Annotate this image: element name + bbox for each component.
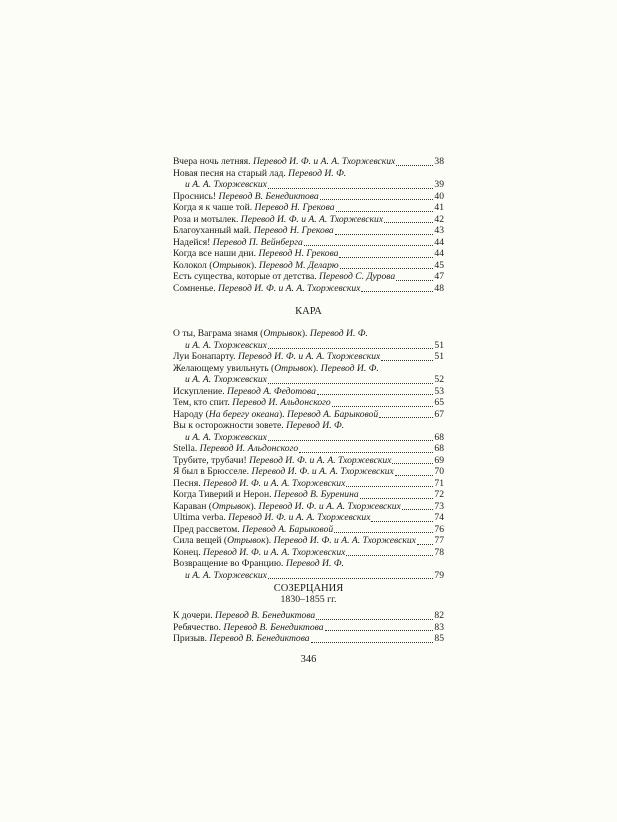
entry-page: 43 [434,225,444,236]
entry-translator: Перевод В. Бенедиктова [209,633,310,644]
entry-text [173,443,298,455]
dot-leader [317,386,433,395]
toc-entry [173,191,444,203]
entry-text [173,271,395,283]
entry-title: Колокол ( [173,259,213,271]
entry-translator: Перевод И. Ф. [320,362,379,374]
toc-entry-row [173,633,444,645]
entry-italic: Перевод И. Ф. [285,558,344,569]
toc-entry-row [173,512,444,524]
entry-title: Сила вещей ( [173,535,228,546]
dot-leader [268,180,433,189]
toc-entry [173,260,444,272]
toc-entry [173,535,444,547]
entry-text [173,340,267,352]
toc-entry [173,409,444,421]
entry-title: Благоуханный май. [173,225,254,236]
dot-leader [396,157,433,166]
toc-entry-row [173,547,444,559]
toc-entry [173,283,444,295]
dot-leader [334,524,433,533]
entry-page: 48 [434,282,444,294]
entry-page: 40 [434,190,444,202]
toc-entry [173,622,444,634]
entry-page: 71 [434,477,444,489]
toc-entry [173,397,444,409]
entry-page: 44 [434,236,444,248]
toc-entry-line [173,558,444,570]
entry-translator: Перевод И. Ф. и А. А. Тхоржевских [251,466,394,477]
toc-entry-row [173,443,444,455]
entry-translator: Перевод И. Ф. и А. А. Тхоржевских [218,282,361,294]
entry-title: Луи Бонапарту. [173,351,238,362]
toc-entry [173,225,444,237]
dot-leader [311,634,433,643]
toc-entry [173,168,444,191]
toc-entry [173,328,444,351]
entry-page: 52 [434,374,444,385]
entry-page: 38 [434,156,444,167]
entry-page: 69 [434,454,444,466]
entry-page: 78 [434,546,444,558]
entry-translator: и А. А. Тхоржевских [185,374,267,385]
toc-entry-row [173,340,444,352]
entry-text [173,191,319,203]
entry-translator: Отрывок [211,500,251,512]
toc-entry [173,271,444,283]
entry-title: Надейся! [173,236,213,248]
entry-title: Я был в Брюсселе. [173,466,252,477]
entry-text [173,409,378,421]
entry-title: Когда все наши дни. [173,248,259,259]
entry-title: ). [250,259,259,271]
entry-text [173,260,339,272]
entry-translator: Перевод В. Буренина [273,489,359,500]
entry-title: Когда Тиверий и Нерон. [173,489,274,500]
entry-title: Новая песня на старый лад. [173,167,289,179]
entry-translator: Перевод И. Ф. и А. А. Тхоржевских [203,546,346,558]
entry-translator: Перевод И. Альдонского [199,443,299,454]
entry-page: 44 [434,248,444,259]
entry-italic: Перевод И. Ф. [288,167,347,179]
dot-leader [381,352,433,361]
dot-leader [395,467,433,476]
toc-entry-line [173,363,444,375]
toc-entry-row [173,397,444,409]
dot-leader [299,444,433,453]
entry-translator: Перевод Н. Грекова [258,248,339,259]
entry-title: ). [312,362,321,374]
dot-leader [339,249,433,258]
toc-entry-row [173,248,444,260]
toc-entry [173,610,444,622]
toc-entry-line [173,420,444,432]
dot-leader [268,375,433,384]
entry-title: ). [250,500,259,512]
toc-entry [173,512,444,524]
entry-italic: Отрывок [274,362,313,374]
entry-text [173,179,267,191]
entry-title: Народу ( [173,408,209,420]
entry-title: ). [265,535,274,546]
dot-leader [417,536,433,545]
entry-title: Возвращение во Францию. [173,558,286,569]
toc-entry-row [173,283,444,295]
entry-page: 51 [434,339,444,351]
entry-text [173,214,383,226]
toc-entry-row [173,610,444,622]
entry-translator: Отрывок [212,259,251,271]
entry-title: ). [278,408,287,420]
entry-text [173,351,380,363]
toc-entry [173,443,444,455]
entry-translator: Перевод А. Федотова [227,385,316,397]
toc-entry [173,478,444,490]
entry-page: 72 [434,489,444,500]
entry-text [173,432,267,444]
section-years: 1830–1855 гг. [280,594,337,605]
entry-title: Искупление. [173,385,228,397]
entry-text [173,237,303,249]
section-title-sozertsaniya: СОЗЕРЦАНИЯ [273,583,344,594]
toc-entry [173,420,444,443]
toc-entry [173,214,444,226]
entry-page: 53 [434,385,444,397]
entry-page: 68 [434,443,444,454]
entry-translator: Перевод И. Ф. [309,328,368,339]
toc-entry [173,202,444,214]
toc-entry-row [173,501,444,513]
entry-translator: Перевод С. Дурова [319,271,396,282]
toc-entry [173,351,444,363]
entry-translator: Отрывок [227,535,266,546]
toc-entry-row [173,156,444,168]
entry-title: Песня. [173,477,204,489]
toc-entry-row [173,237,444,249]
entry-text [173,283,360,295]
entry-translator: и А. А. Тхоржевских [185,431,267,443]
entry-title: Призыв. [173,633,210,644]
entry-translator: Перевод А. Барыковой [286,408,379,420]
toc-entry [173,501,444,513]
toc-block-sozertsaniya [173,610,444,645]
toc-entry-row [173,374,444,386]
toc-entry [173,455,444,467]
entry-translator: Перевод В. Бенедиктова [215,610,316,621]
toc-entry [173,547,444,559]
entry-page: 45 [434,259,444,271]
dot-leader [335,226,433,235]
section-title-kara: КАРА [295,306,322,317]
toc-entry [173,633,444,645]
entry-translator: На берегу океана [208,408,279,420]
entry-title: Тем, кто спит. [173,397,233,408]
entry-page: 39 [434,179,444,190]
entry-translator: Перевод И. Ф. и А. А. Тхоржевских [240,213,384,225]
entry-title: Роза и мотылек. [173,213,241,225]
dot-leader [268,432,433,441]
entry-page: 79 [434,569,444,581]
toc-block-kara [173,328,444,581]
entry-translator: Перевод Н. Грекова [254,202,335,213]
entry-translator: Перевод И. Ф. и А. А. Тхоржевских [203,477,346,489]
entry-title: Трубите, трубачи! [173,454,250,466]
dot-leader [379,409,433,418]
entry-translator: Перевод Н. Грекова [253,225,334,236]
toc-block-1 [173,156,444,294]
entry-text [173,478,345,490]
entry-translator: Перевод И. Ф. и А. А. Тхоржевских [237,351,381,362]
entry-title: О ты, Ваграма знамя ( [173,328,264,339]
toc-entry [173,237,444,249]
entry-translator: Перевод В. Бенедиктова [223,621,324,633]
dot-leader [384,214,433,223]
entry-text [173,547,345,559]
entry-translator: Перевод И. Ф. и А. А. Тхоржевских [252,156,396,167]
entry-italic: Перевод И. Ф. [286,420,345,431]
dot-leader [268,570,433,579]
entry-translator: Перевод И. Альдонского [232,397,331,408]
dot-leader [316,611,433,620]
entry-translator: и А. А. Тхоржевских [185,179,267,190]
toc-entry-row [173,351,444,363]
toc-entry-row [173,524,444,536]
toc-entry-row [173,570,444,582]
entry-text [173,535,416,547]
entry-page: 85 [434,633,444,644]
entry-page: 83 [434,621,444,633]
entry-title: Сомненье. [173,282,219,294]
entry-text [173,622,324,634]
dot-leader [360,490,433,499]
entry-text [173,225,334,237]
toc-entry-row [173,225,444,237]
entry-title: Ultima verba. [173,512,229,523]
entry-text [173,501,401,513]
entry-text [173,512,370,524]
entry-title: Проснись! [173,190,219,202]
dot-leader [268,340,433,349]
toc-entry [173,466,444,478]
entry-title: Есть существа, которые от детства. [173,271,320,282]
entry-text [173,455,391,467]
dot-leader [346,547,433,556]
entry-translator: Перевод В. Бенедиктова [218,190,319,202]
entry-page: 82 [434,610,444,621]
entry-translator: Перевод И. Ф. и А. А. Тхоржевских [249,454,392,466]
entry-title: Пред рассветом. [173,523,242,535]
dot-leader [304,237,433,246]
entry-italic: Отрывок [263,328,302,339]
entry-text [173,489,359,501]
toc-entry-line [173,168,444,180]
entry-translator: и А. А. Тхоржевских [185,339,267,351]
toc-entry [173,156,444,168]
entry-page: 76 [434,523,444,535]
entry-page: 65 [434,397,444,408]
toc-entry [173,386,444,398]
toc-entry [173,363,444,386]
entry-title: Желающему увильнуть ( [173,362,275,374]
entry-page: 77 [434,535,444,546]
toc-entry-row [173,622,444,634]
toc-entry-row [173,271,444,283]
dot-leader [392,455,433,464]
entry-text [173,570,267,582]
toc-entry-row [173,489,444,501]
entry-title: Вчера ночь летняя. [173,156,253,167]
toc-entry-row [173,191,444,203]
dot-leader [371,513,433,522]
entry-page: 47 [434,271,444,282]
toc-entry-row [173,466,444,478]
dot-leader [336,203,433,212]
entry-text [173,524,333,536]
entry-translator: Перевод И. Ф. и А. А. Тхоржевских [258,500,401,512]
dot-leader [402,501,433,510]
dot-leader [361,283,433,292]
toc-entry [173,489,444,501]
entry-page: 41 [434,202,444,213]
toc-entry-row [173,214,444,226]
toc-entry-row [173,179,444,191]
toc-entry-row [173,260,444,272]
dot-leader [340,260,433,269]
entry-page: 67 [434,408,444,420]
entry-text [173,248,338,260]
entry-translator: Перевод И. Ф. и А. А. Тхоржевских [228,512,371,523]
entry-title: Конец. [173,546,204,558]
toc-entry-row [173,386,444,398]
entry-translator: Перевод И. Ф. и А. А. Тхоржевских [273,535,416,546]
entry-translator: Перевод М. Деларю [258,259,339,271]
toc-entry-line [173,328,444,340]
toc-entry [173,248,444,260]
toc-entry [173,524,444,536]
page-number: 346 [300,654,317,665]
toc-entry-row [173,432,444,444]
entry-title: Ребячество. [173,621,224,633]
entry-page: 68 [434,431,444,443]
toc-entry-row [173,409,444,421]
toc-entry-row [173,535,444,547]
toc-entry-row [173,455,444,467]
entry-page: 70 [434,466,444,477]
entry-title: Stella. [173,443,200,454]
entry-text [173,633,310,645]
toc-entry [173,558,444,581]
toc-entry-row [173,478,444,490]
dot-leader [396,272,433,281]
entry-page: 73 [434,500,444,512]
entry-title: Когда я к чаше той. [173,202,255,213]
entry-text [173,386,316,398]
entry-page: 42 [434,213,444,225]
dot-leader [346,478,433,487]
entry-page: 74 [434,512,444,523]
entry-text [173,156,395,168]
entry-text [173,202,335,214]
entry-title: К дочери. [173,610,216,621]
entry-title: Вы к осторожности зовете. [173,420,287,431]
entry-text [173,397,331,409]
entry-translator: и А. А. Тхоржевских [185,569,267,581]
toc-entry-row [173,202,444,214]
dot-leader [320,191,433,200]
entry-text [173,610,315,622]
entry-text [173,466,394,478]
entry-text [173,374,267,386]
entry-translator: Перевод П. Вейнберга [212,236,303,248]
dot-leader [325,622,433,631]
dot-leader [332,398,433,407]
entry-title: ). [301,328,310,339]
entry-title: Караван ( [173,500,212,512]
entry-page: 51 [434,351,444,362]
entry-translator: Перевод А. Барыковой [242,523,334,535]
